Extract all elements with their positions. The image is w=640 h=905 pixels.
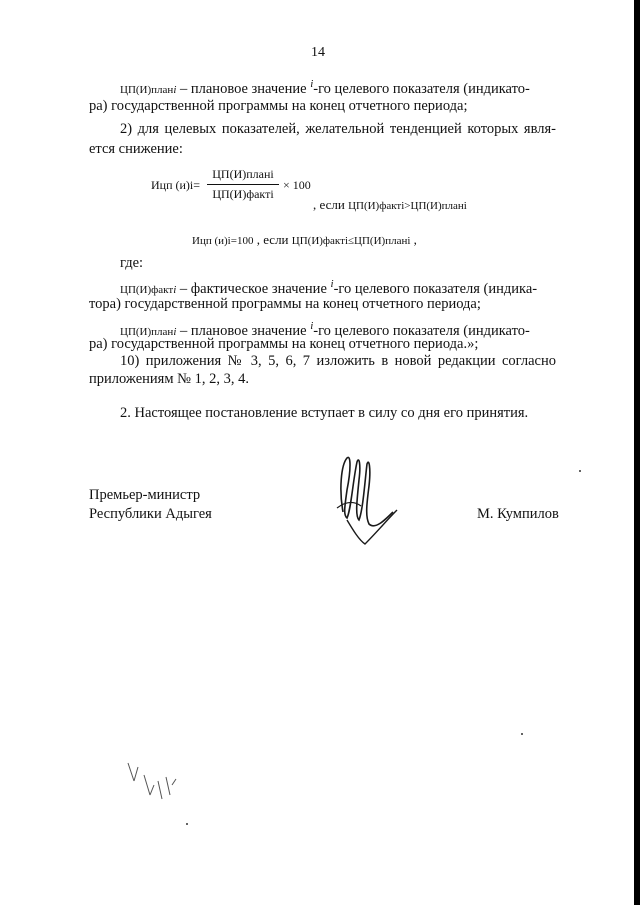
item-2-line2: ется снижение: — [89, 141, 183, 157]
item-2-line1: 2) для целевых показателей, желательной тенденцией которых явля- — [120, 121, 556, 137]
item-10-line2: приложениям № 1, 2, 3, 4. — [89, 371, 249, 387]
definition-text: – фактическое значение — [176, 280, 331, 297]
index-i: i — [310, 320, 314, 332]
symbol-plan: ЦП(И)план — [120, 325, 174, 338]
index-i: i — [330, 278, 334, 290]
item-10-line1: 10) приложения № 3, 5, 6, 7 изложить в новой редакции согласно — [120, 353, 556, 369]
condition-prefix: , если — [253, 232, 292, 247]
stray-ink-marks — [120, 755, 190, 825]
definition-text: -го целевого показателя (индикато- — [313, 322, 530, 339]
symbol-index: i — [173, 83, 177, 96]
definition-fact-line2: тора) государственной программы на конец отчетного периода; — [89, 296, 481, 312]
handwritten-signature — [325, 450, 415, 550]
symbol-index: i — [173, 325, 177, 338]
formula2-suffix: , — [410, 232, 417, 247]
index-i: i — [310, 78, 314, 90]
formula2-lhs: Ицп (и)i=100 — [192, 235, 254, 247]
symbol-plan: ЦП(И)план — [120, 83, 174, 96]
formula1-numerator: ЦП(И)планi — [212, 167, 274, 181]
formula1-multiplier: × 100 — [283, 178, 311, 192]
stray-dot — [186, 823, 188, 825]
definition-text: – плановое значение — [176, 322, 311, 339]
clause-2: 2. Настоящее постановление вступает в силу со дня его принятия. — [120, 405, 529, 421]
signatory-position-line2: Республики Адыгея — [89, 506, 212, 522]
condition-expression: ЦП(И)фактi≤ЦП(И)планi — [291, 235, 411, 247]
page-number: 14 — [311, 45, 325, 60]
definition-plan2-line2: ра) государственной программы на конец отчетного периода.»; — [89, 336, 479, 352]
definition-text: -го целевого показателя (индикато- — [313, 80, 530, 97]
formula1-lhs: Ицп (и)i= — [151, 178, 201, 192]
symbol-index: i — [173, 283, 177, 296]
stray-dot — [521, 733, 523, 735]
condition-prefix: , если — [313, 197, 349, 212]
scan-edge — [634, 0, 640, 905]
formula1-condition — [313, 196, 467, 215]
signatory-position-line1: Премьер-министр — [89, 487, 201, 503]
definition-plan-line2: ра) государственной программы на конец отчетного периода; — [89, 98, 468, 114]
definition-text: -го целевого показателя (индика- — [333, 280, 538, 297]
stray-dot — [579, 470, 581, 472]
definition-plan-line1 — [120, 75, 530, 99]
fraction-bar — [207, 184, 279, 185]
definition-text: – плановое значение — [176, 80, 311, 97]
symbol-fact: ЦП(И)факт — [120, 283, 174, 296]
condition-expression: ЦП(И)фактi>ЦП(И)планi — [348, 200, 467, 212]
where-label: где: — [120, 255, 144, 271]
formula1-denominator: ЦП(И)фактi — [212, 187, 274, 201]
signatory-name: М. Кумпилов — [477, 506, 559, 522]
formula2 — [192, 231, 417, 250]
